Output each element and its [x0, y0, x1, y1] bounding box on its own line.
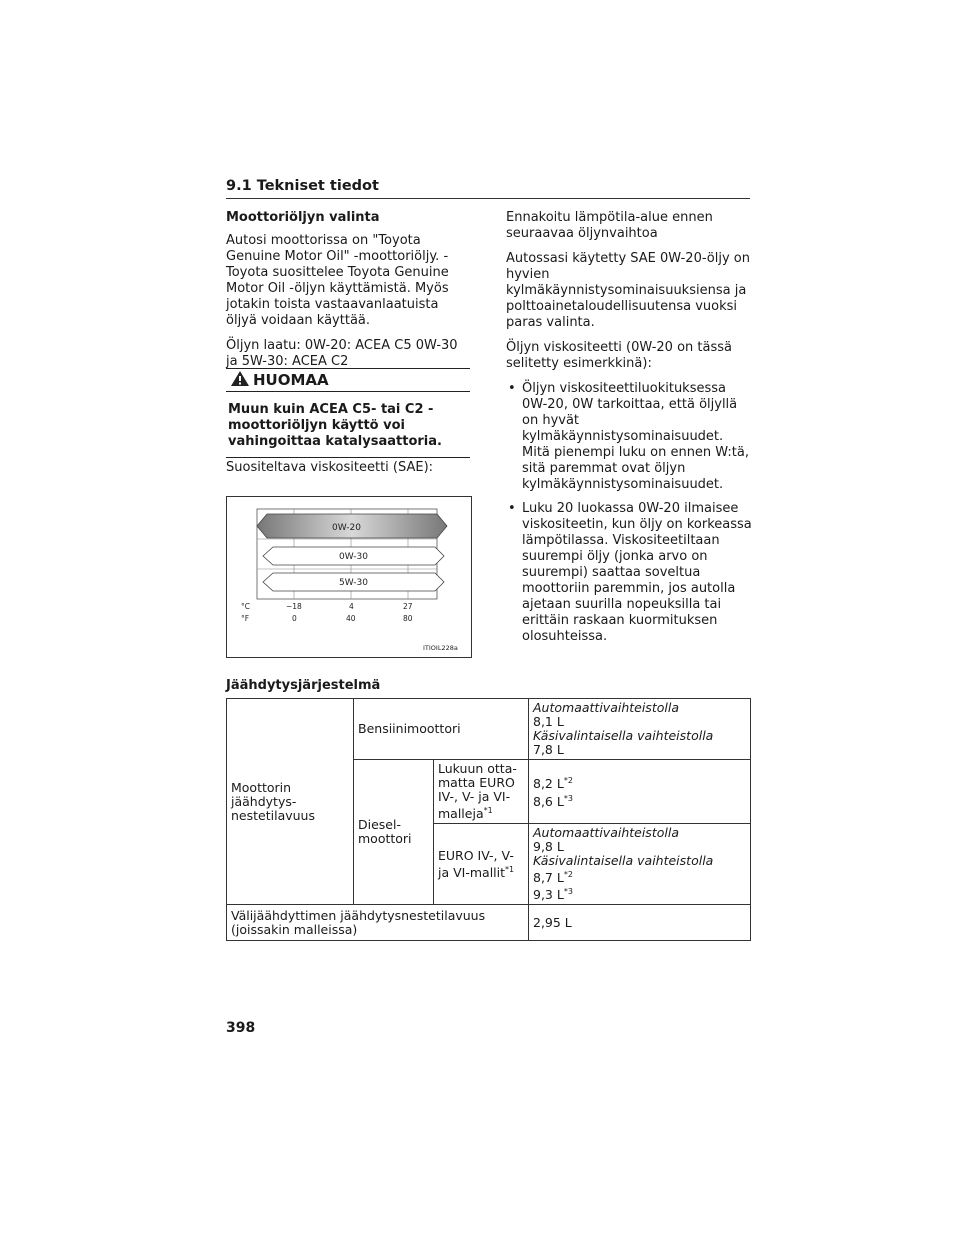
intercooler-label: Välijäähdyttimen jäähdytysnestetilavuus (joissakin malleissa): [227, 905, 529, 941]
diesel-euro-manual-label: Käsivalintaisella vaihteistolla: [533, 853, 714, 869]
footnote-mark: *3: [563, 887, 573, 897]
footnote-mark: *3: [563, 793, 573, 803]
diesel-non-euro-label: [434, 760, 529, 824]
petrol-auto-label: Automaattivaihteistolla: [533, 700, 679, 715]
right-column: [506, 210, 754, 653]
footnote-mark: *1: [505, 864, 515, 874]
table-row: [227, 905, 751, 941]
left-column: [226, 210, 470, 379]
diesel-non-euro-text: Lukuun otta-matta EURO IV-, V- ja VI-malleja: [438, 761, 517, 822]
c-tick-2: 4: [349, 602, 354, 611]
unit-celsius: °C: [241, 602, 250, 611]
diesel-non-euro-value-1: 8,2 L: [533, 776, 564, 792]
coolant-capacity-label: Moottorin jäähdytys-nestetilavuus: [227, 699, 354, 905]
viscosity-figure: [226, 496, 472, 658]
figure-code: ITIOIL228a: [423, 644, 458, 652]
footnote-mark: *1: [483, 806, 493, 815]
f-tick-2: 40: [346, 614, 356, 623]
list-item: • Öljyn viskositeettiluokituksessa 0W-20, 0W tarkoittaa, että öljyllä on hyvät kylmäkäynnistysominaisuudet. Mitä pienempi luku on ennen W:tä, sitä paremmat ovat öljyn kylmäkäynnistysominaisuudet.: [506, 381, 754, 493]
oil-choice-paragraph: Autossasi käytetty SAE 0W-20-öljy on hyvien kylmäkäynnistysominaisuuksiensa ja polttoainetaloudellisuutensa vuoksi paras valinta.: [506, 251, 750, 330]
oil-quality-paragraph: Öljyn laatu: 0W-20: ACEA C5 0W-30 ja 5W-30: ACEA C2: [226, 338, 458, 369]
notice-text: Muun kuin ACEA C5- tai C2 -moottoriöljyn käyttö voi vahingoittaa katalysaattoria.: [226, 392, 470, 458]
viscosity-example-paragraph: Öljyn viskositeetti (0W-20 on tässä selitetty esimerkkinä):: [506, 340, 732, 371]
oil-intro-paragraph: Autosi moottorissa on "Toyota Genuine Motor Oil" -moottoriöljy. -Toyota suosittelee Toyota Genuine Motor Oil -öljyn käyttämistä. Myös jotakin toista vastaavanlaatuista öljyä voidaan käyttää.: [226, 233, 449, 328]
diesel-non-euro-values: [529, 760, 751, 824]
notice-title: HUOMAA: [253, 371, 329, 389]
diesel-euro-auto-value: 9,8 L: [533, 839, 564, 855]
c-tick-1: −18: [286, 602, 302, 611]
petrol-auto-value: 8,1 L: [533, 714, 564, 729]
petrol-values: [529, 699, 751, 760]
f-tick-3: 80: [403, 614, 413, 623]
viscosity-label: Suositeltava viskositeetti (SAE):: [226, 460, 434, 475]
temperature-range-paragraph: Ennakoitu lämpötila-alue ennen seuraavaa öljynvaihtoa: [506, 210, 713, 241]
petrol-manual-value: 7,8 L: [533, 742, 564, 757]
footnote-mark: *2: [563, 776, 573, 786]
petrol-engine-label: Bensiinimoottori: [354, 699, 529, 760]
diesel-euro-manual-value-2: 9,3 L: [533, 887, 564, 903]
viscosity-chart: [227, 497, 471, 657]
table-title: Jäähdytysjärjestelmä: [226, 678, 381, 693]
diesel-euro-values: [529, 824, 751, 905]
oil-selection-heading: Moottoriöljyn valinta: [226, 210, 380, 225]
intercooler-value: 2,95 L: [529, 905, 751, 941]
coolant-table: [226, 698, 751, 941]
bar-label-0w20: 0W-20: [332, 523, 361, 533]
diesel-euro-label: [434, 824, 529, 905]
section-divider: [226, 198, 750, 199]
notice-box: [226, 368, 470, 458]
bar-label-0w30: 0W-30: [339, 552, 368, 562]
unit-fahrenheit: °F: [241, 614, 250, 623]
bar-label-5w30: 5W-30: [339, 578, 368, 588]
warning-icon: [230, 370, 253, 391]
notice-header: [226, 368, 470, 392]
section-title: 9.1 Tekniset tiedot: [226, 178, 379, 194]
list-item: • Luku 20 luokassa 0W-20 ilmaisee viskositeetin, kun öljy on korkeassa lämpötilassa. Viskositeetiltaan suurempi öljy (jonka arvo on suurempi) saattaa soveltua moottoriin paremmin, jos autolla ajetaan suurilla nopeuksilla tai erittäin raskaan kuormituksen olosuhteissa.: [506, 501, 754, 645]
table-row: [227, 699, 751, 760]
f-tick-1: 0: [292, 614, 297, 623]
diesel-euro-manual-value-1: 8,7 L: [533, 870, 564, 886]
page-number: 398: [226, 1020, 256, 1036]
diesel-engine-label: Diesel-moottori: [354, 760, 434, 905]
c-tick-3: 27: [403, 602, 413, 611]
viscosity-bullets: [506, 381, 754, 645]
diesel-euro-auto-label: Automaattivaihteistolla: [533, 825, 679, 841]
petrol-manual-label: Käsivalintaisella vaihteistolla: [533, 728, 714, 743]
footnote-mark: *2: [563, 870, 573, 880]
diesel-euro-text: EURO IV-, V- ja VI-mallit: [438, 847, 514, 880]
diesel-non-euro-value-2: 8,6 L: [533, 793, 564, 809]
